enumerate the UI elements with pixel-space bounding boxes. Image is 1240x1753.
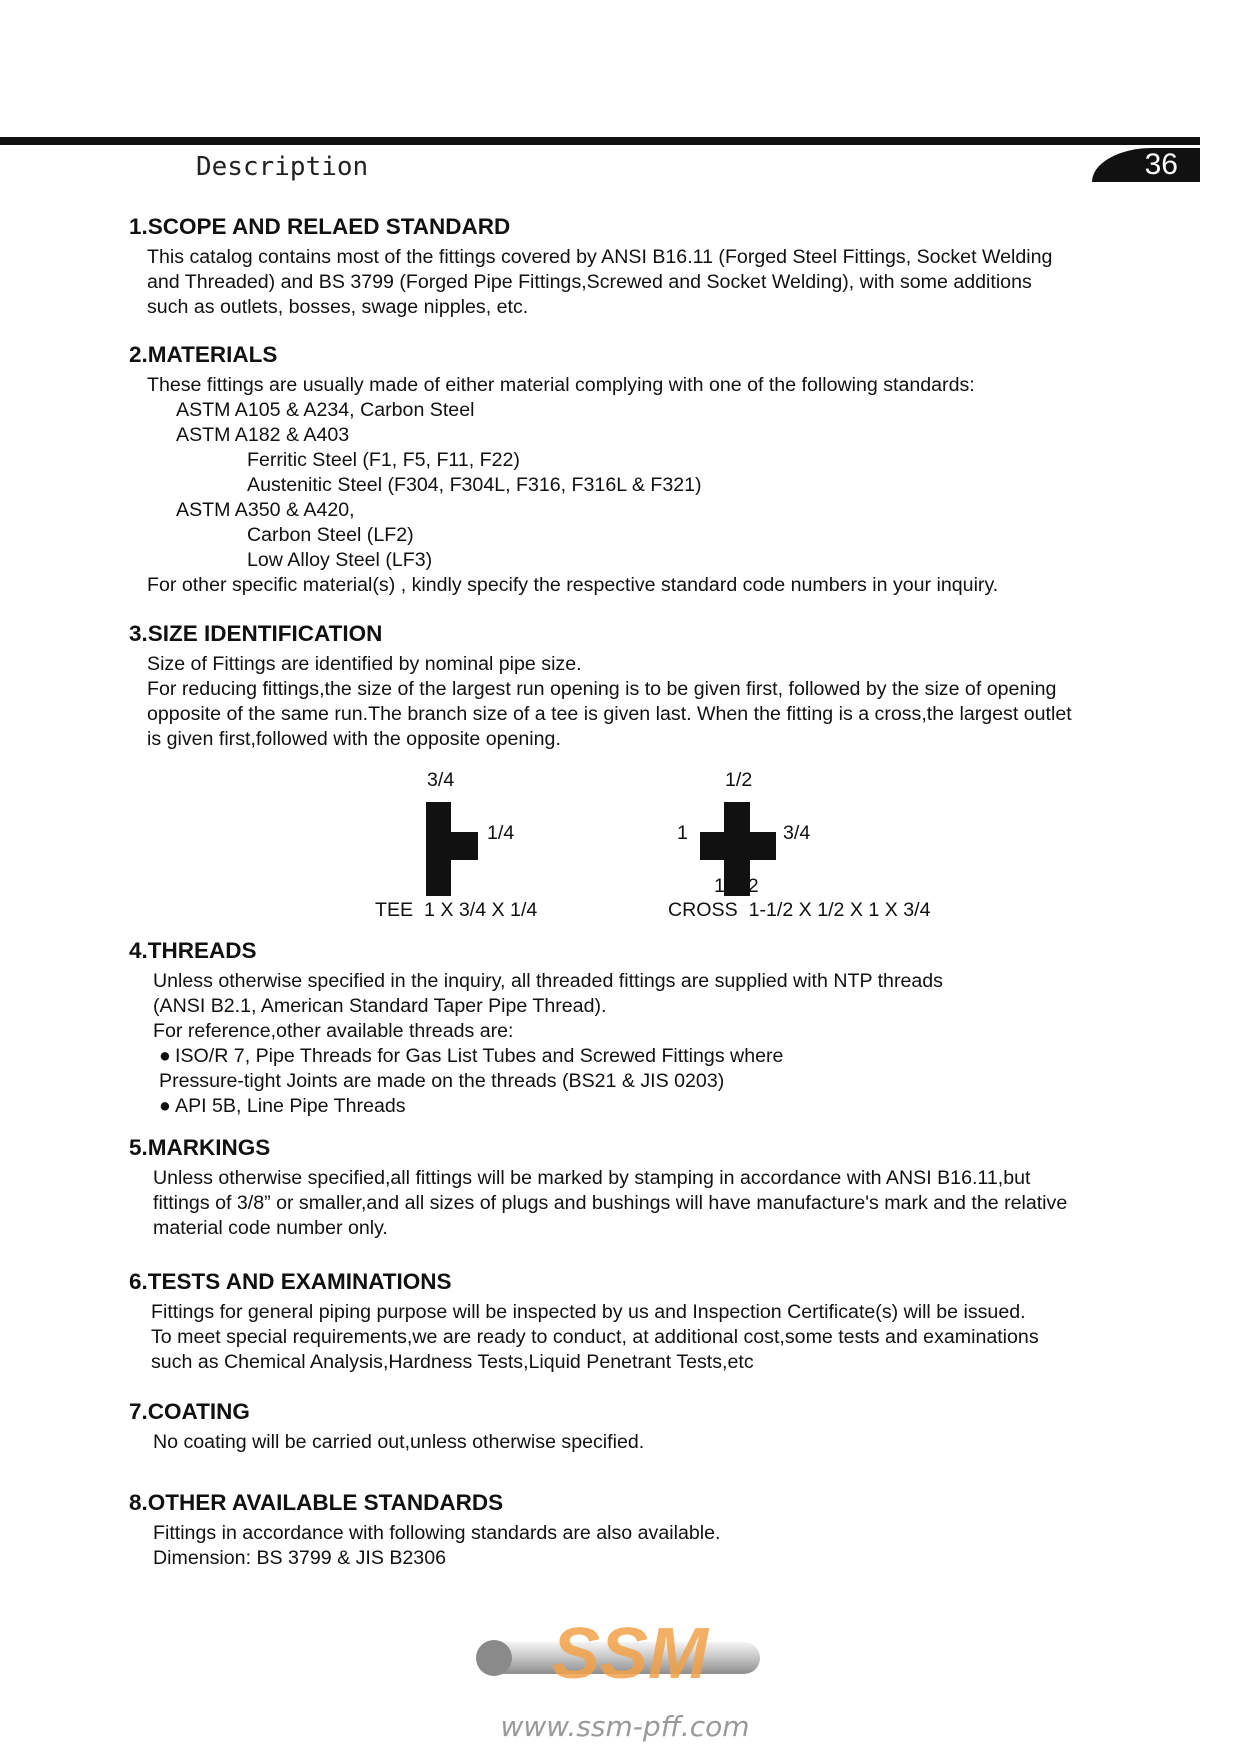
material-item: ASTM A105 & A234, Carbon Steel xyxy=(176,399,475,421)
text-line: Unless otherwise specified,all fittings will be marked by stamping in accordance with ANSI B16.11,but xyxy=(153,1167,1031,1189)
cross-top-label: 1/2 xyxy=(725,769,753,791)
text-line: For reducing fittings,the size of the largest run opening is to be given first, followed by the size of opening xyxy=(147,678,1057,700)
section-heading: 4.THREADS xyxy=(129,938,257,963)
bullet-text: ISO/R 7, Pipe Threads for Gas List Tubes and Screwed Fittings where xyxy=(175,1045,784,1067)
cross-caption xyxy=(668,899,930,922)
text-line: material code number only. xyxy=(153,1217,388,1239)
cross-bottom-label: 1-1/2 xyxy=(714,875,759,897)
text-line: No coating will be carried out,unless otherwise specified. xyxy=(153,1431,645,1453)
section-body xyxy=(129,373,1139,598)
section-tests xyxy=(129,1268,1139,1375)
section-threads xyxy=(129,937,1139,1119)
text-line: such as outlets, bosses, swage nipples, etc. xyxy=(147,296,529,318)
section-body xyxy=(129,1166,1139,1241)
text-line: This catalog contains most of the fittings covered by ANSI B16.11 (Forged Steel Fittings, Socket Welding xyxy=(147,246,1053,268)
bullet-item xyxy=(153,1044,1139,1069)
section-materials xyxy=(129,341,1139,598)
bullet-continuation: Pressure-tight Joints are made on the threads (BS21 & JIS 0203) xyxy=(159,1070,725,1092)
section-body xyxy=(129,245,1139,320)
fitting-size-diagram xyxy=(330,765,970,935)
section-scope xyxy=(129,213,1139,320)
text-line: Size of Fittings are identified by nominal pipe size. xyxy=(147,653,582,675)
tee-caption xyxy=(375,899,537,922)
bullet-text: API 5B, Line Pipe Threads xyxy=(175,1095,406,1117)
text-line: opposite of the same run.The branch size of a tee is given last. When the fitting is a cross,the largest outlet xyxy=(147,703,1072,725)
text-line: and Threaded) and BS 3799 (Forged Pipe Fittings,Screwed and Socket Welding), with some additions xyxy=(147,271,1032,293)
text-line: Dimension: BS 3799 & JIS B2306 xyxy=(153,1547,446,1569)
section-body xyxy=(129,1300,1139,1375)
section-size-identification xyxy=(129,620,1139,752)
tee-bottom-label: 1 xyxy=(435,875,446,897)
text-line: such as Chemical Analysis,Hardness Tests,Liquid Penetrant Tests,etc xyxy=(151,1351,754,1373)
page-number: 36 xyxy=(1144,148,1178,181)
material-subitem: Austenitic Steel (F304, F304L, F316, F316L & F321) xyxy=(247,474,702,496)
section-body xyxy=(129,652,1139,752)
section-body xyxy=(129,1521,1139,1571)
section-heading: 7.COATING xyxy=(129,1399,250,1424)
tee-branch-label: 1/4 xyxy=(487,822,515,844)
text-line: (ANSI B2.1, American Standard Taper Pipe Thread). xyxy=(153,995,607,1017)
section-markings xyxy=(129,1134,1139,1241)
material-item: ASTM A350 & A420, xyxy=(176,499,355,521)
text-line: For other specific material(s) , kindly specify the respective standard code numbers in your inquiry. xyxy=(147,574,999,596)
cross-right-label: 3/4 xyxy=(783,822,811,844)
cross-caption-size: 1-1/2 X 1/2 X 1 X 3/4 xyxy=(748,899,931,921)
tee-caption-size: 1 X 3/4 X 1/4 xyxy=(424,899,538,921)
logo-text: SSM xyxy=(551,1614,709,1694)
section-heading: 5.MARKINGS xyxy=(129,1135,271,1160)
text-line: fittings of 3/8” or smaller,and all sizes of plugs and bushings will have manufacture's mark and the relative xyxy=(153,1192,1068,1214)
text-line: Fittings in accordance with following standards are also available. xyxy=(153,1522,721,1544)
section-heading: 2.MATERIALS xyxy=(129,342,278,367)
section-heading: 8.OTHER AVAILABLE STANDARDS xyxy=(129,1490,504,1515)
text-line: These fittings are usually made of either material complying with one of the following standards: xyxy=(147,374,975,396)
section-heading: 6.TESTS AND EXAMINATIONS xyxy=(129,1269,452,1294)
section-heading: 3.SIZE IDENTIFICATION xyxy=(129,621,383,646)
material-subitem: Ferritic Steel (F1, F5, F11, F22) xyxy=(247,449,520,471)
bullet-icon: ● xyxy=(159,1045,171,1067)
material-subitem: Carbon Steel (LF2) xyxy=(247,524,414,546)
bullet-item xyxy=(153,1094,1139,1119)
header-rule xyxy=(0,137,1200,145)
page-title: Description xyxy=(196,152,369,182)
company-logo xyxy=(470,1600,780,1750)
section-coating xyxy=(129,1398,1139,1455)
text-line: Fittings for general piping purpose will be inspected by us and Inspection Certificate(s) will be issued. xyxy=(151,1301,1026,1323)
text-line: For reference,other available threads are: xyxy=(153,1020,514,1042)
section-heading: 1.SCOPE AND RELAED STANDARD xyxy=(129,214,511,239)
cross-caption-type: CROSS xyxy=(668,899,738,921)
text-line: To meet special requirements,we are ready to conduct, at additional cost,some tests and examinations xyxy=(151,1326,1039,1348)
text-line: Unless otherwise specified in the inquiry, all threaded fittings are supplied with NTP threads xyxy=(153,970,943,992)
website-url: www.ssm-pff.com xyxy=(500,1710,750,1743)
section-other-standards xyxy=(129,1489,1139,1571)
tee-top-label: 3/4 xyxy=(427,769,455,791)
section-body xyxy=(129,969,1139,1119)
cross-left-label: 1 xyxy=(677,822,688,844)
material-subitem: Low Alloy Steel (LF3) xyxy=(247,549,433,571)
material-item: ASTM A182 & A403 xyxy=(176,424,350,446)
tee-caption-type: TEE xyxy=(375,899,414,921)
ssm-logo-graphic xyxy=(470,1600,780,1710)
page-number-tab xyxy=(1092,148,1200,182)
section-body xyxy=(129,1430,1139,1455)
text-line: is given first,followed with the opposite opening. xyxy=(147,728,561,750)
bullet-icon: ● xyxy=(159,1095,171,1117)
